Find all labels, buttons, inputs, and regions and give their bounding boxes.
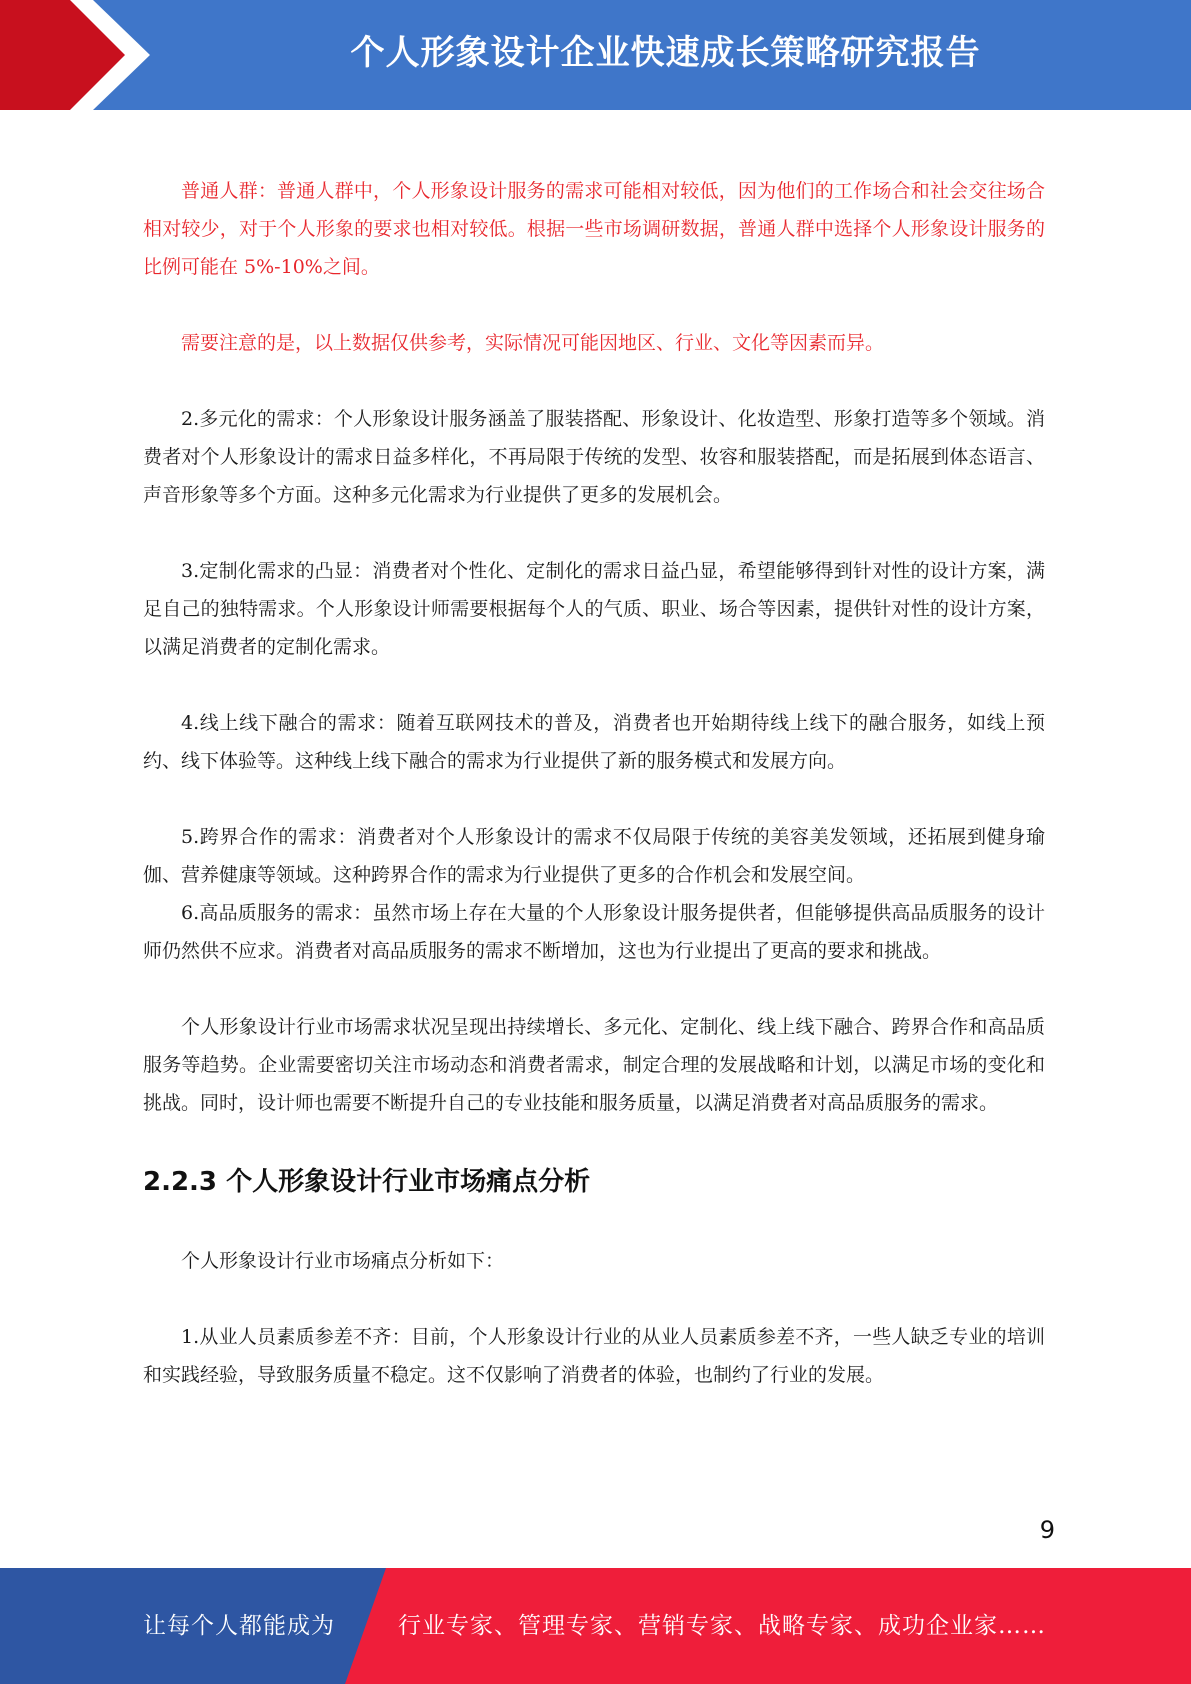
- report-title: 个人形象设计企业快速成长策略研究报告: [350, 33, 981, 73]
- red-paragraph-general-population: 普通人群：普通人群中，个人形象设计服务的需求可能相对较低，因为他们的工作场合和社会交往场合相对较少，对于个人形象的要求也相对较低。根据一些市场调研数据，普通人群中选择个人形象设计服务的比例可能在 5%-10%之间。: [143, 180, 1045, 278]
- footer-banner: [0, 1568, 1191, 1684]
- section-heading: 2.2.3 个人形象设计行业市场痛点分析: [143, 1167, 591, 1197]
- paragraph-crossover-demand: 5.跨界合作的需求：消费者对个人形象设计的需求不仅局限于传统的美容美发领域，还拓展到健身瑜伽、营养健康等领域。这种跨界合作的需求为行业提供了更多的合作机会和发展空间。: [143, 826, 1045, 886]
- paragraph-online-offline-demand: 4.线上线下融合的需求：随着互联网技术的普及，消费者也开始期待线上线下的融合服务，如线上预约、线下体验等。这种线上线下融合的需求为行业提供了新的服务模式和发展方向。: [143, 712, 1045, 772]
- paragraph-pain-intro: 个人形象设计行业市场痛点分析如下：: [181, 1250, 505, 1272]
- paragraph-customized-demand: 3.定制化需求的凸显：消费者对个性化、定制化的需求日益凸显，希望能够得到针对性的设计方案，满足自己的独特需求。个人形象设计师需要根据每个人的气质、职业、场合等因素，提供针对性的设计方案，以满足消费者的定制化需求。: [143, 560, 1045, 658]
- header-banner: [0, 0, 1191, 110]
- paragraph-summary: 个人形象设计行业市场需求状况呈现出持续增长、多元化、定制化、线上线下融合、跨界合作和高品质服务等趋势。企业需要密切关注市场动态和消费者需求，制定合理的发展战略和计划，以满足市场的变化和挑战。同时，设计师也需要不断提升自己的专业技能和服务质量，以满足消费者对高品质服务的需求。: [143, 1016, 1045, 1114]
- paragraph-diversified-demand: 2.多元化的需求：个人形象设计服务涵盖了服装搭配、形象设计、化妆造型、形象打造等多个领域。消费者对个人形象设计的需求日益多样化，不再局限于传统的发型、妆容和服装搭配，而是拓展到体态语言、声音形象等多个方面。这种多元化需求为行业提供了更多的发展机会。: [143, 408, 1045, 506]
- paragraph-high-quality-demand: 6.高品质服务的需求：虽然市场上存在大量的个人形象设计服务提供者，但能够提供高品质服务的设计师仍然供不应求。消费者对高品质服务的需求不断增加，这也为行业提出了更高的要求和挑战。: [143, 902, 1045, 962]
- page-number: 9: [1039, 1516, 1055, 1544]
- footer-slogan-right: 行业专家、管理专家、营销专家、战略专家、成功企业家……: [398, 1613, 1046, 1639]
- red-paragraph-note: 需要注意的是，以上数据仅供参考，实际情况可能因地区、行业、文化等因素而异。: [181, 332, 885, 354]
- page-content: [143, 172, 1045, 1394]
- footer-slogan-left: 让每个人都能成为: [143, 1613, 335, 1639]
- paragraph-pain-staff-quality: 1.从业人员素质参差不齐：目前，个人形象设计行业的从业人员素质参差不齐，一些人缺乏专业的培训和实践经验，导致服务质量不稳定。这不仅影响了消费者的体验，也制约了行业的发展。: [143, 1326, 1045, 1386]
